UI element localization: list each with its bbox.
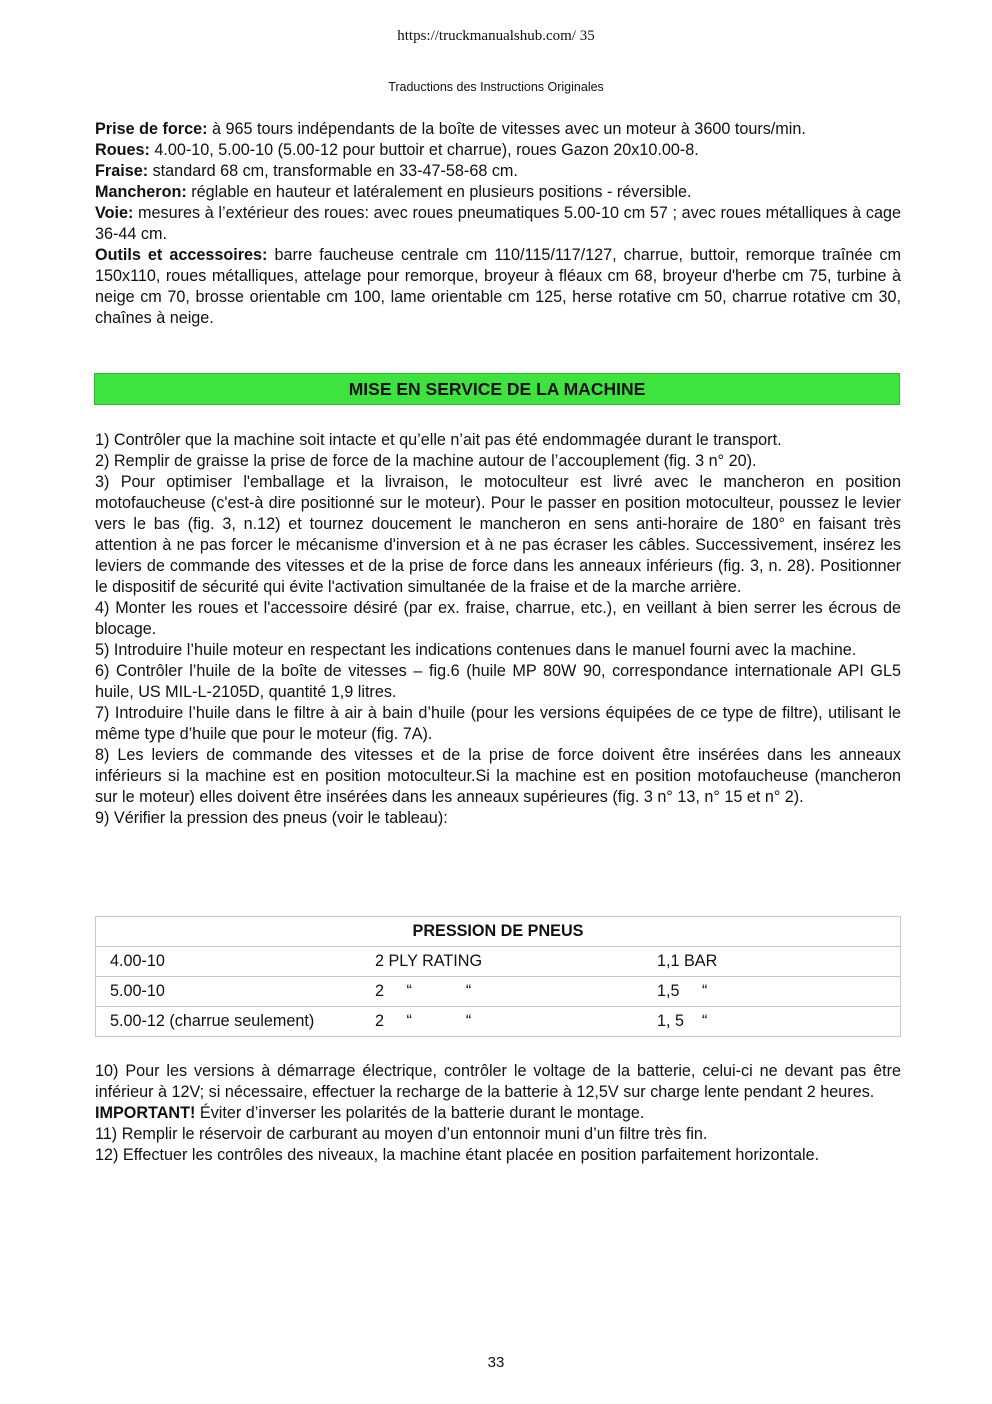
- spec-label: Prise de force:: [95, 120, 208, 138]
- table-row: [96, 1007, 901, 1037]
- important-text: Éviter d’inverser les polarités de la batterie durant le montage.: [195, 1104, 645, 1122]
- spec-list: [95, 119, 901, 329]
- step-item: 11) Remplir le réservoir de carburant au moyen d’un entonnoir muni d’un filtre très fin.: [95, 1125, 708, 1143]
- step-item: 2) Remplir de graisse la prise de force de la machine autour de l’accouplement (fig. 3 n° 20).: [95, 452, 757, 470]
- spec-label: Roues:: [95, 141, 150, 159]
- document-subtitle: Traductions des Instructions Originales: [388, 80, 604, 94]
- table-title: PRESSION DE PNEUS: [96, 917, 901, 947]
- section-heading: MISE EN SERVICE DE LA MACHINE: [94, 373, 900, 405]
- step-item: 6) Contrôler l’huile de la boîte de vitesses – fig.6 (huile MP 80W 90, correspondance internationale API GL5 huile, US MIL-L-2105D, quantité 1,9 litres.: [95, 662, 901, 701]
- step-item: 8) Les leviers de commande des vitesses et de la prise de force doivent être insérées dans les anneaux inférieurs si la machine est en position motoculteur.Si la machine est en position motofaucheuse (mancheron sur le moteur) elles doivent être insérées dans les anneaux supérieures (fig. 3 n° 13, n° 15 et n° 2).: [95, 746, 901, 806]
- final-steps: [95, 1061, 901, 1166]
- important-note: [95, 1103, 901, 1124]
- spec-item: [95, 203, 901, 245]
- source-url: https://truckmanualshub.com/ 35: [397, 28, 595, 44]
- ply-rating-cell: 2 PLY RATING: [375, 947, 657, 977]
- table-header-row: [96, 917, 901, 947]
- spec-text: à 965 tours indépendants de la boîte de vitesses avec un moteur à 3600 tours/min.: [207, 120, 806, 138]
- spec-text: standard 68 cm, transformable en 33-47-58-68 cm.: [148, 162, 518, 180]
- spec-item: [95, 161, 901, 182]
- tire-pressure-table: [95, 916, 901, 1037]
- step-item: 9) Vérifier la pression des pneus (voir le tableau):: [95, 809, 448, 827]
- spec-label: Voie:: [95, 204, 134, 222]
- spec-item: [95, 140, 901, 161]
- step-item: 7) Introduire l’huile dans le filtre à air à bain d’huile (pour les versions équipées de ce type de filtre), utilisant le même type d’huile que pour le moteur (fig. 7A).: [95, 704, 901, 743]
- spec-label: Outils et accessoires:: [95, 246, 268, 264]
- spec-label: Fraise:: [95, 162, 149, 180]
- spec-text: mesures à l’extérieur des roues: avec roues pneumatiques 5.00-10 cm 57 ; avec roues métalliques à cage 36-44 cm.: [95, 204, 901, 243]
- page-number: 33: [487, 1354, 505, 1371]
- ply-rating-cell: 2 “ “: [375, 977, 657, 1007]
- tire-size-cell: 5.00-12 (charrue seulement): [96, 1007, 376, 1037]
- important-label: IMPORTANT!: [95, 1104, 196, 1122]
- step-list: [95, 430, 901, 829]
- step-item: 5) Introduire l’huile moteur en respectant les indications contenues dans le manuel fourni avec la machine.: [95, 641, 857, 659]
- spec-text: 4.00-10, 5.00-10 (5.00-12 pour buttoir et charrue), roues Gazon 20x10.00-8.: [149, 141, 699, 159]
- spec-item: [95, 245, 901, 329]
- table-row: [96, 977, 901, 1007]
- spec-text: réglable en hauteur et latéralement en plusieurs positions - réversible.: [186, 183, 692, 201]
- step-item: 3) Pour optimiser l'emballage et la livraison, le motoculteur est livré avec le mancheron en position motofaucheuse (c'est-à dire positionné sur le moteur). Pour le passer en position motoculteur, poussez le levier vers le bas (fig. 3, n.12) et tournez doucement le mancheron en sens anti-horaire de 180° en faisant très attention à ne pas forcer le mécanisme d'inversion et à ne pas écraser les câbles. Successivement, insérez les leviers de commande des vitesses et de la prise de force dans les anneaux inférieurs (fig. 3, n. 28). Positionner le dispositif de sécurité qui évite l'activation simultanée de la fraise et de la marche arrière.: [95, 473, 901, 596]
- step-item: 10) Pour les versions à démarrage électrique, contrôler le voltage de la batterie, celui-ci ne devant pas être inférieur à 12V; si nécessaire, effectuer la recharge de la batterie à 12,5V sur charge lente pendant 2 heures.: [95, 1062, 901, 1101]
- step-item: 4) Monter les roues et l'accessoire désiré (par ex. fraise, charrue, etc.), en veillant à bien serrer les écrous de blocage.: [95, 599, 901, 638]
- pressure-cell: 1,5 “: [657, 977, 901, 1007]
- spec-item: [95, 119, 901, 140]
- step-item: 1) Contrôler que la machine soit intacte et qu’elle n’ait pas été endommagée durant le transport.: [95, 431, 782, 449]
- tire-size-cell: 4.00-10: [96, 947, 376, 977]
- step-item: 12) Effectuer les contrôles des niveaux, la machine étant placée en position parfaitement horizontale.: [95, 1146, 820, 1164]
- spec-item: [95, 182, 901, 203]
- table-row: [96, 947, 901, 977]
- tire-size-cell: 5.00-10: [96, 977, 376, 1007]
- pressure-cell: 1,1 BAR: [657, 947, 901, 977]
- ply-rating-cell: 2 “ “: [375, 1007, 657, 1037]
- spec-text: barre faucheuse centrale cm 110/115/117/127, charrue, buttoir, remorque traînée cm 150x110, roues métalliques, attelage pour remorque, broyeur à fléaux cm 68, broyeur d'herbe cm 75, turbine à neige cm 70, brosse orientable cm 100, lame orientable cm 125, herse rotative cm 50, charrue rotative cm 30, chaînes à neige.: [95, 246, 901, 327]
- spec-label: Mancheron:: [95, 183, 187, 201]
- pressure-cell: 1, 5 “: [657, 1007, 901, 1037]
